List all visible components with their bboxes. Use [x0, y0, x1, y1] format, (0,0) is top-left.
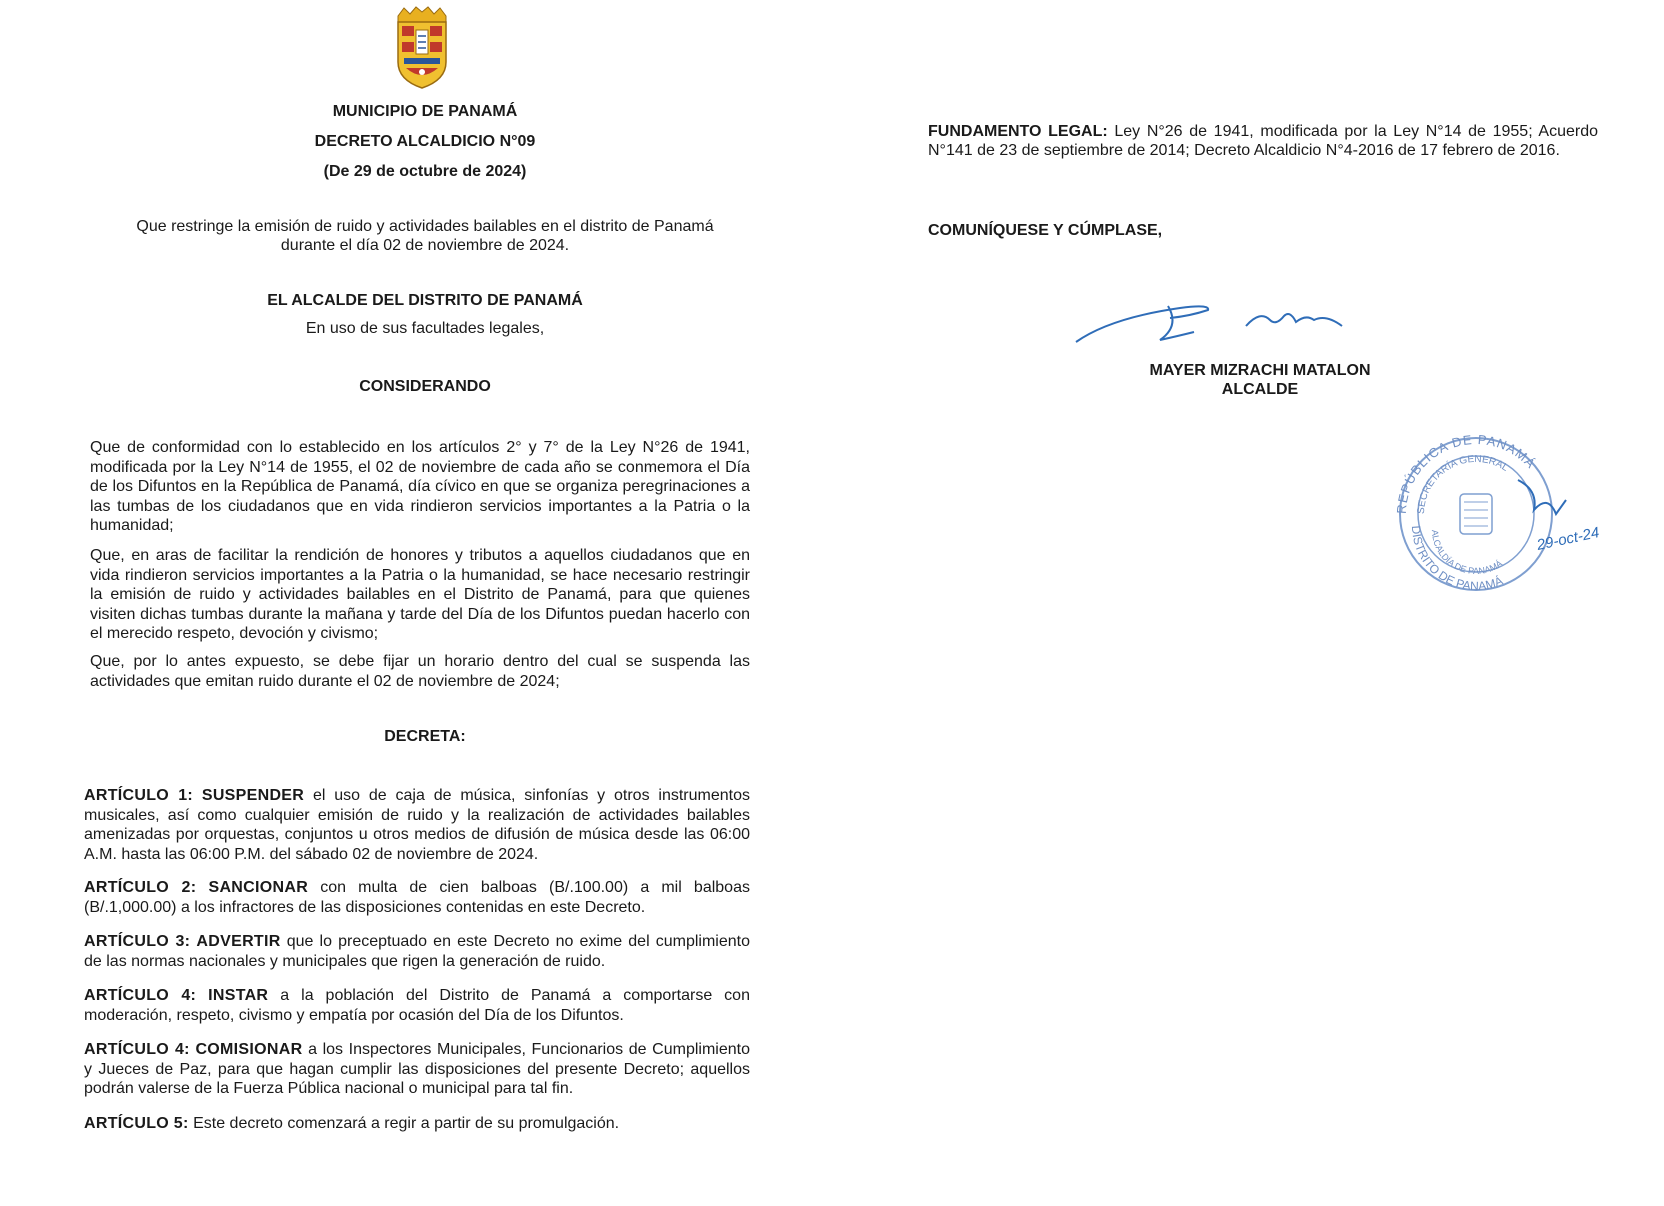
legal-basis-label: FUNDAMENTO LEGAL:	[928, 123, 1108, 140]
closing-formula: COMUNÍQUESE Y CÚMPLASE,	[928, 222, 1163, 239]
legal-basis-text: Ley N°26 de 1941, modificada por la Ley N°14 de 1955; Acuerdo N°141 de 23 de septiembre de 2014; Decreto Alcaldicio N°4-2016 de 17 febrero de 2016.	[928, 123, 1599, 159]
article-label: ARTÍCULO 5:	[84, 1115, 189, 1132]
stamp-bottom-text: DISTRITO DE PANAMÁ	[1408, 525, 1505, 594]
article-label: ARTÍCULO 4:	[84, 987, 197, 1004]
municipal-crest-logo	[392, 6, 452, 90]
considerando-paragraph-1: Que de conformidad con lo establecido en los artículos 2° y 7° de la Ley N°26 de 1941, modificada por la Ley N°14 de 1955, el 02 de noviembre de cada año se conmemora el Día de los Difuntos en la República de Panamá, día cívico en que se organiza peregrinaciones a las tumbas de los ciudadanos que en vida rindieron servicios importantes a la Patria o la humanidad;	[90, 439, 750, 534]
decree-summary: Que restringe la emisión de ruido y actividades bailables en el distrito de Panamá durante el día 02 de noviembre de 2024.	[136, 218, 714, 254]
article-1	[84, 786, 750, 864]
article-label: ARTÍCULO 3:	[84, 933, 191, 950]
decree-date: (De 29 de octubre de 2024)	[323, 163, 527, 180]
article-verb: SUSPENDER	[201, 787, 305, 804]
article-3	[84, 932, 750, 971]
article-label: ARTÍCULO 1:	[84, 787, 194, 804]
article-verb: COMISIONAR	[195, 1041, 303, 1058]
article-text: a la población del Distrito de Panamá a comportarse con moderación, respeto, civismo y empatía por ocasión del Día de los Difuntos.	[84, 987, 750, 1024]
article-text: a los Inspectores Municipales, Funcionarios de Cumplimiento y Jueces de Paz, para que hagan cumplir las disposiciones del presente Decreto; aquellos podrán valerse de la Fuerza Pública nacional o municipal para tal fin.	[84, 1041, 750, 1097]
article-4-commission	[84, 1040, 750, 1099]
stamp-handwritten-date: 29-oct-24	[1535, 524, 1601, 554]
decreta-heading: DECRETA:	[384, 728, 466, 745]
signatory-title: ALCALDE	[1221, 381, 1299, 398]
article-4	[84, 986, 750, 1025]
article-label: ARTÍCULO 4:	[84, 1041, 190, 1058]
svg-text:DISTRITO DE PANAMÁ	[1409, 525, 1505, 593]
municipality-title: MUNICIPIO DE PANAMÁ	[332, 103, 518, 120]
decree-number: DECRETO ALCALDICIO N°09	[314, 133, 536, 150]
article-text: que lo preceptuado en este Decreto no exime del cumplimiento de las normas nacionales y municipales que rigen la generación de ruido.	[84, 933, 751, 970]
authority-subtitle: En uso de sus facultades legales,	[305, 320, 545, 337]
legal-basis	[928, 122, 1598, 160]
stamp-lower-text: ALCALDÍA DE PANAMÁ	[1429, 529, 1505, 577]
stamp-outer-text: REPÚBLICA DE PANAMÁ	[1393, 431, 1539, 515]
article-2	[84, 878, 750, 917]
stamp-inner-text: SECRETARÍA GENERAL	[1415, 453, 1511, 515]
signatory-name: MAYER MIZRACHI MATALON	[1149, 362, 1371, 379]
signature-mark	[1070, 296, 1370, 356]
considerando-heading: CONSIDERANDO	[359, 378, 491, 395]
article-text: el uso de caja de música, sinfonías y otros instrumentos musicales, así como cualquier emisión de ruido y la realización de actividades bailables amenizadas por orquestas, conjuntos u otros medios de difusión de música desde las 06:00 A.M. hasta las 06:00 P.M. del sábado 02 de noviembre de 2024.	[84, 787, 750, 863]
article-verb: INSTAR	[208, 987, 269, 1004]
considerando-paragraph-3: Que, por lo antes expuesto, se debe fijar un horario dentro del cual se suspenda las actividades que emitan ruido durante el 02 de noviembre de 2024;	[90, 653, 750, 690]
article-text: Este decreto comenzará a regir a partir de su promulgación.	[193, 1115, 620, 1132]
article-label: ARTÍCULO 2:	[84, 879, 197, 896]
considerando-paragraph-2: Que, en aras de facilitar la rendición de honores y tributos a aquellos ciudadanos que en vida rindieron servicios importantes a la Patria o la humanidad, se hace necesario restringir la emisión de ruido y actividades bailables en el Distrito de Panamá, para que quienes visiten dichas tumbas durante la mañana y tarde del Día de los Difuntos puedan hacerlo con el merecido respeto, devoción y civismo;	[90, 547, 750, 642]
article-verb: SANCIONAR	[208, 879, 309, 896]
article-text: con multa de cien balboas (B/.100.00) a mil balboas (B/.1,000.00) a los infractores de las disposiciones contenidas en este Decreto.	[84, 879, 750, 916]
authority-title: EL ALCALDE DEL DISTRITO DE PANAMÁ	[267, 292, 583, 309]
article-verb: ADVERTIR	[196, 933, 281, 950]
official-stamp	[1388, 430, 1628, 600]
article-5	[84, 1114, 750, 1134]
